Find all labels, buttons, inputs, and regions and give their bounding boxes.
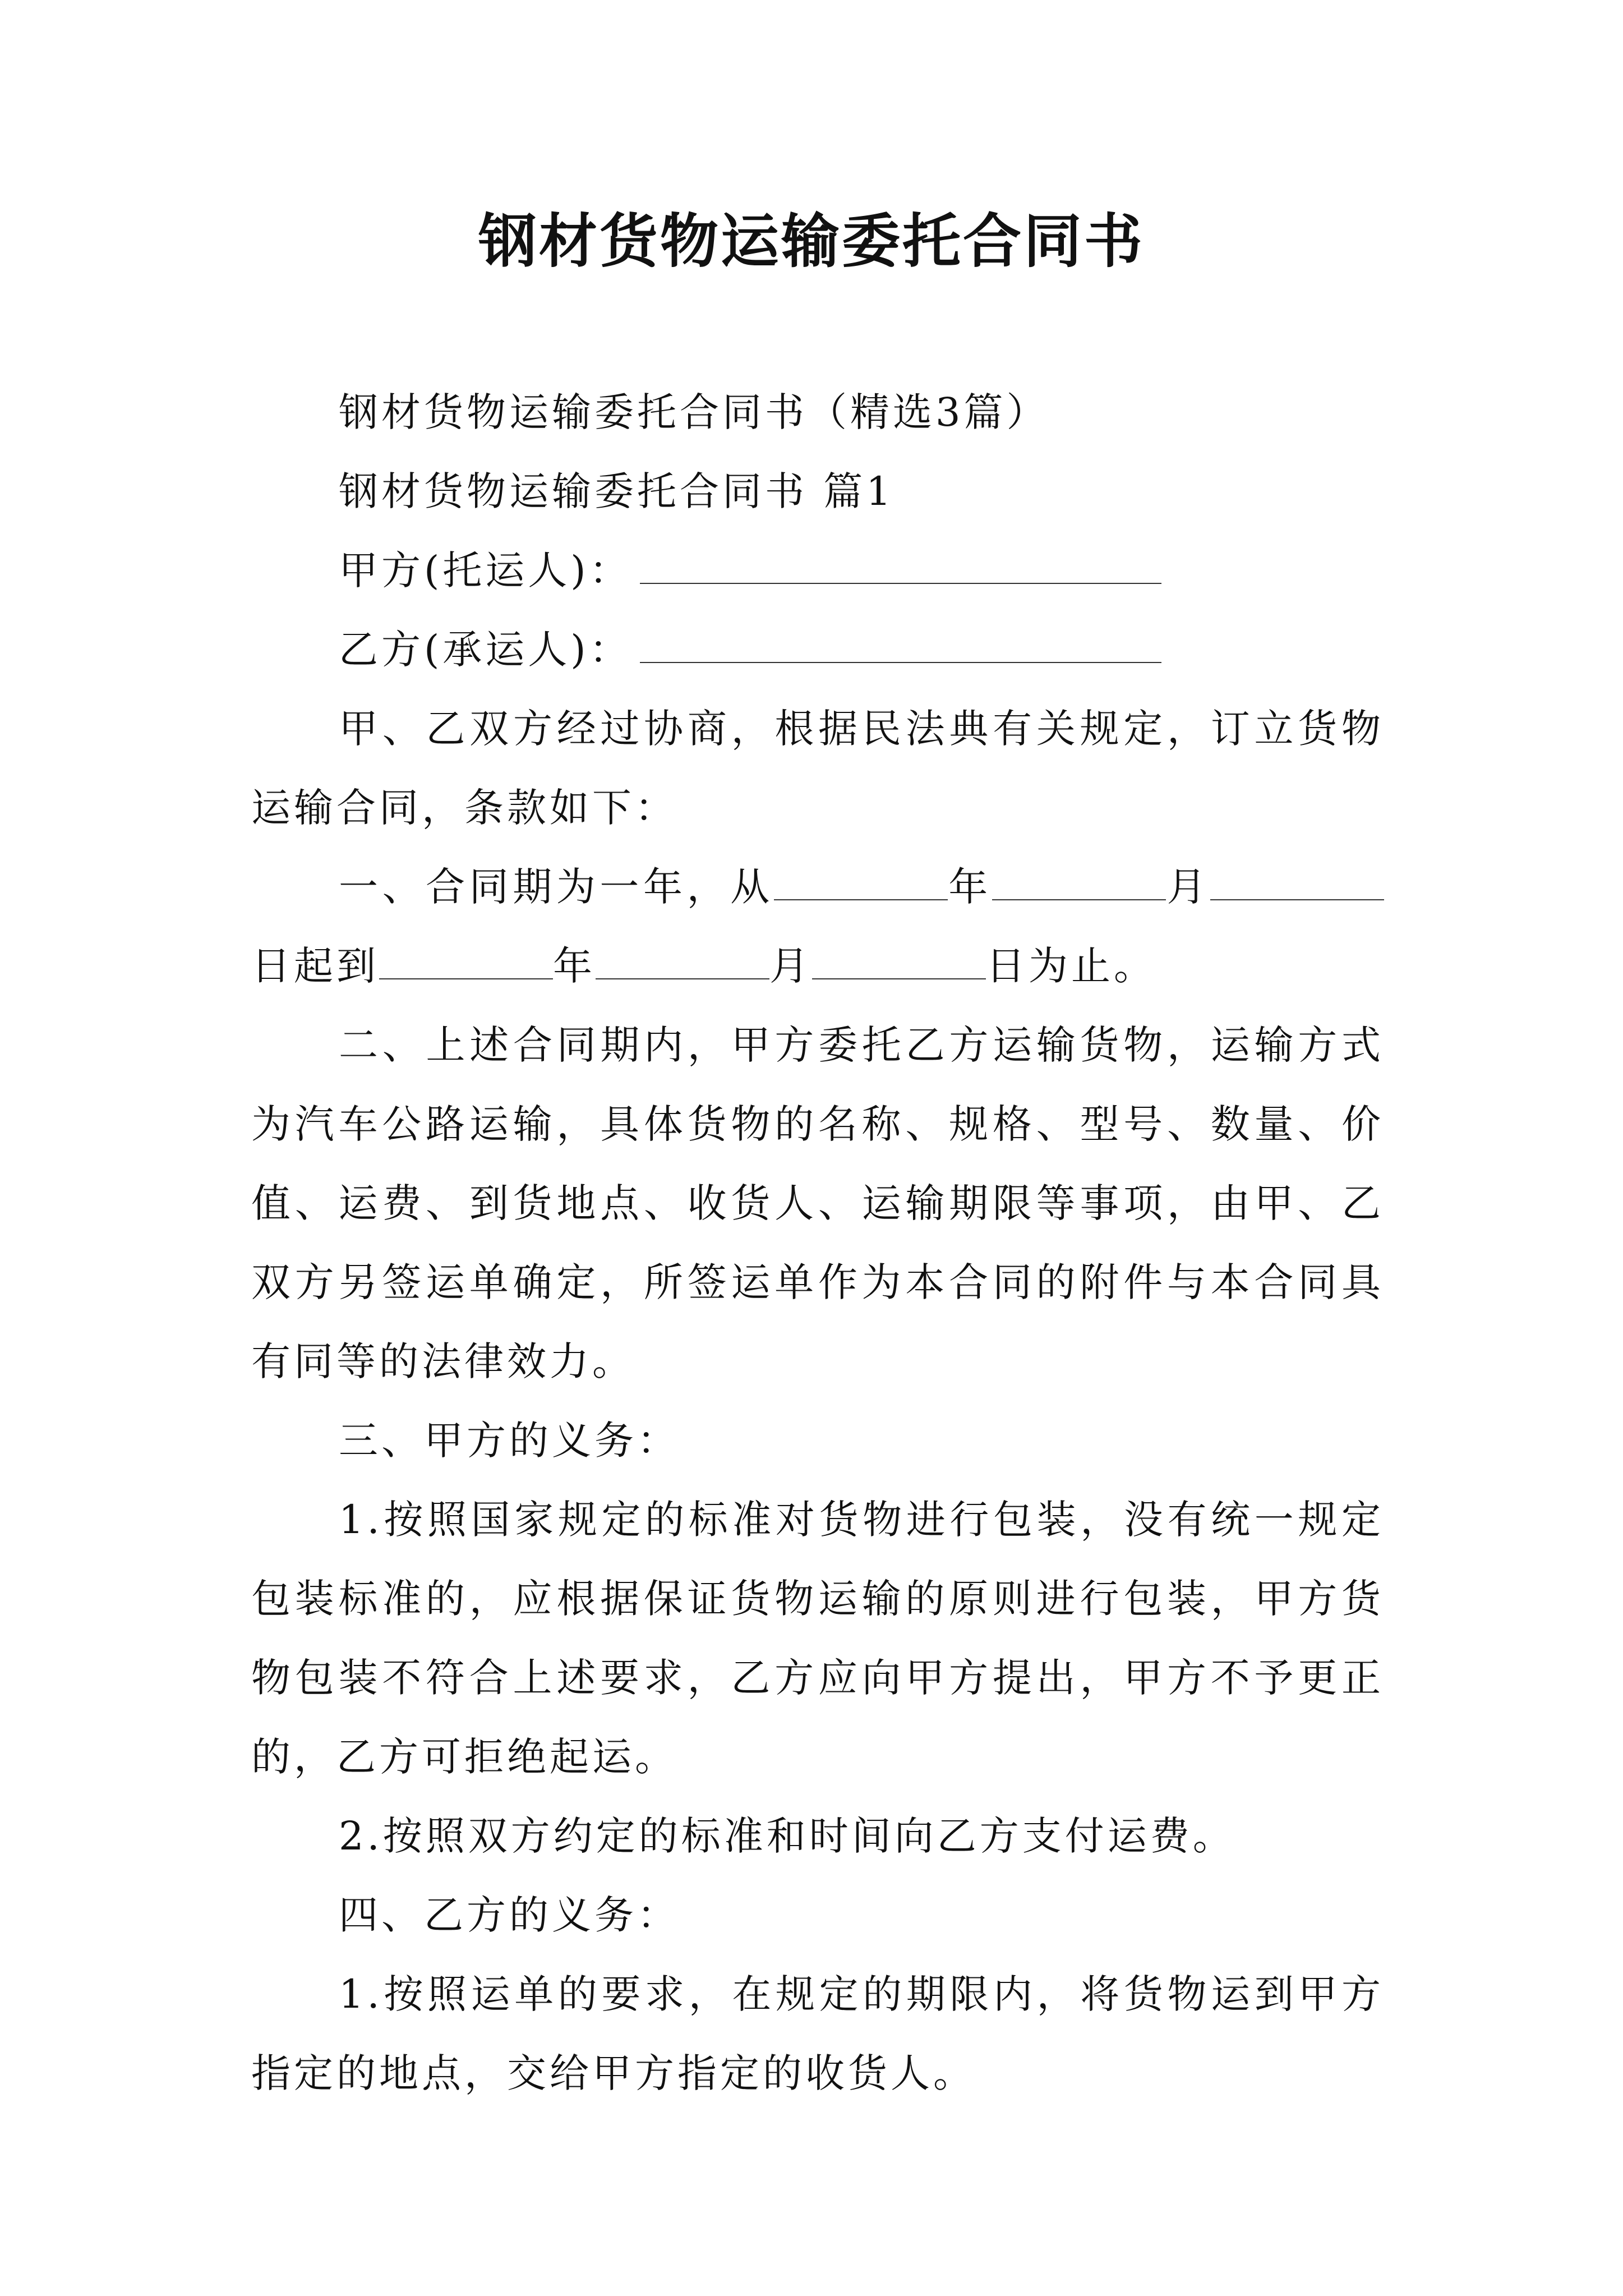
end-day-label: 日为止。 (986, 943, 1156, 989)
intro-paragraph: 甲、乙双方经过协商，根据民法典有关规定，订立货物运输合同，条款如下： (251, 706, 1384, 831)
document-title: 钢材货物运输委托合同书 (478, 207, 1145, 275)
end-month-label: 月 (769, 943, 812, 989)
party-b-blank (640, 628, 1161, 663)
end-month-blank (596, 945, 769, 979)
start-day-label: 日起到 (251, 943, 379, 989)
clause-3-item-2: 2.按照双方约定的标准和时间向乙方支付运费。 (339, 1813, 1235, 1859)
start-day-blank (1210, 866, 1384, 900)
clause-4-title: 四、乙方的义务： (339, 1892, 680, 1938)
party-a-blank (640, 549, 1161, 584)
party-b-label: 乙方(承运人)： (339, 627, 632, 673)
end-year-label: 年 (553, 943, 596, 989)
subtitle-paragraph: 钢材货物运输委托合同书（精选3篇） (339, 389, 1049, 435)
party-a-line (251, 531, 1384, 610)
start-year-blank (774, 866, 948, 900)
document-body (251, 373, 1384, 2113)
party-a-label: 甲方(托运人)： (339, 547, 632, 593)
clause-1-text: 一、合同期为一年，从 (339, 864, 774, 910)
end-day-blank (812, 945, 986, 979)
start-month-blank (992, 866, 1166, 900)
start-year-label: 年 (947, 864, 992, 910)
clause-4-item-1: 1.按照运单的要求，在规定的期限内，将货物运到甲方指定的地点，交给甲方指定的收货人。 (251, 1971, 1384, 2096)
clause-2-paragraph: 二、上述合同期内，甲方委托乙方运输货物，运输方式为汽车公路运输，具体货物的名称、规格、型号、数量、价值、运费、到货地点、收货人、运输期限等事项，由甲、乙双方另签运单确定，所签运单作为本合同的附件与本合同具有同等的法律效力。 (251, 1022, 1384, 1384)
clause-3-title: 三、甲方的义务： (339, 1418, 680, 1464)
party-b-line (251, 610, 1384, 689)
clause-1-paragraph (251, 848, 1384, 1006)
clause-3-item-1: 1.按照国家规定的标准对货物进行包装，没有统一规定包装标准的，应根据保证货物运输的原则进行包装，甲方货物包装不符合上述要求，乙方应向甲方提出，甲方不予更正的，乙方可拒绝起运。 (251, 1497, 1384, 1780)
start-month-label: 月 (1165, 864, 1211, 910)
end-year-blank (379, 945, 553, 979)
section-heading: 钢材货物运输委托合同书 篇1 (339, 468, 895, 514)
